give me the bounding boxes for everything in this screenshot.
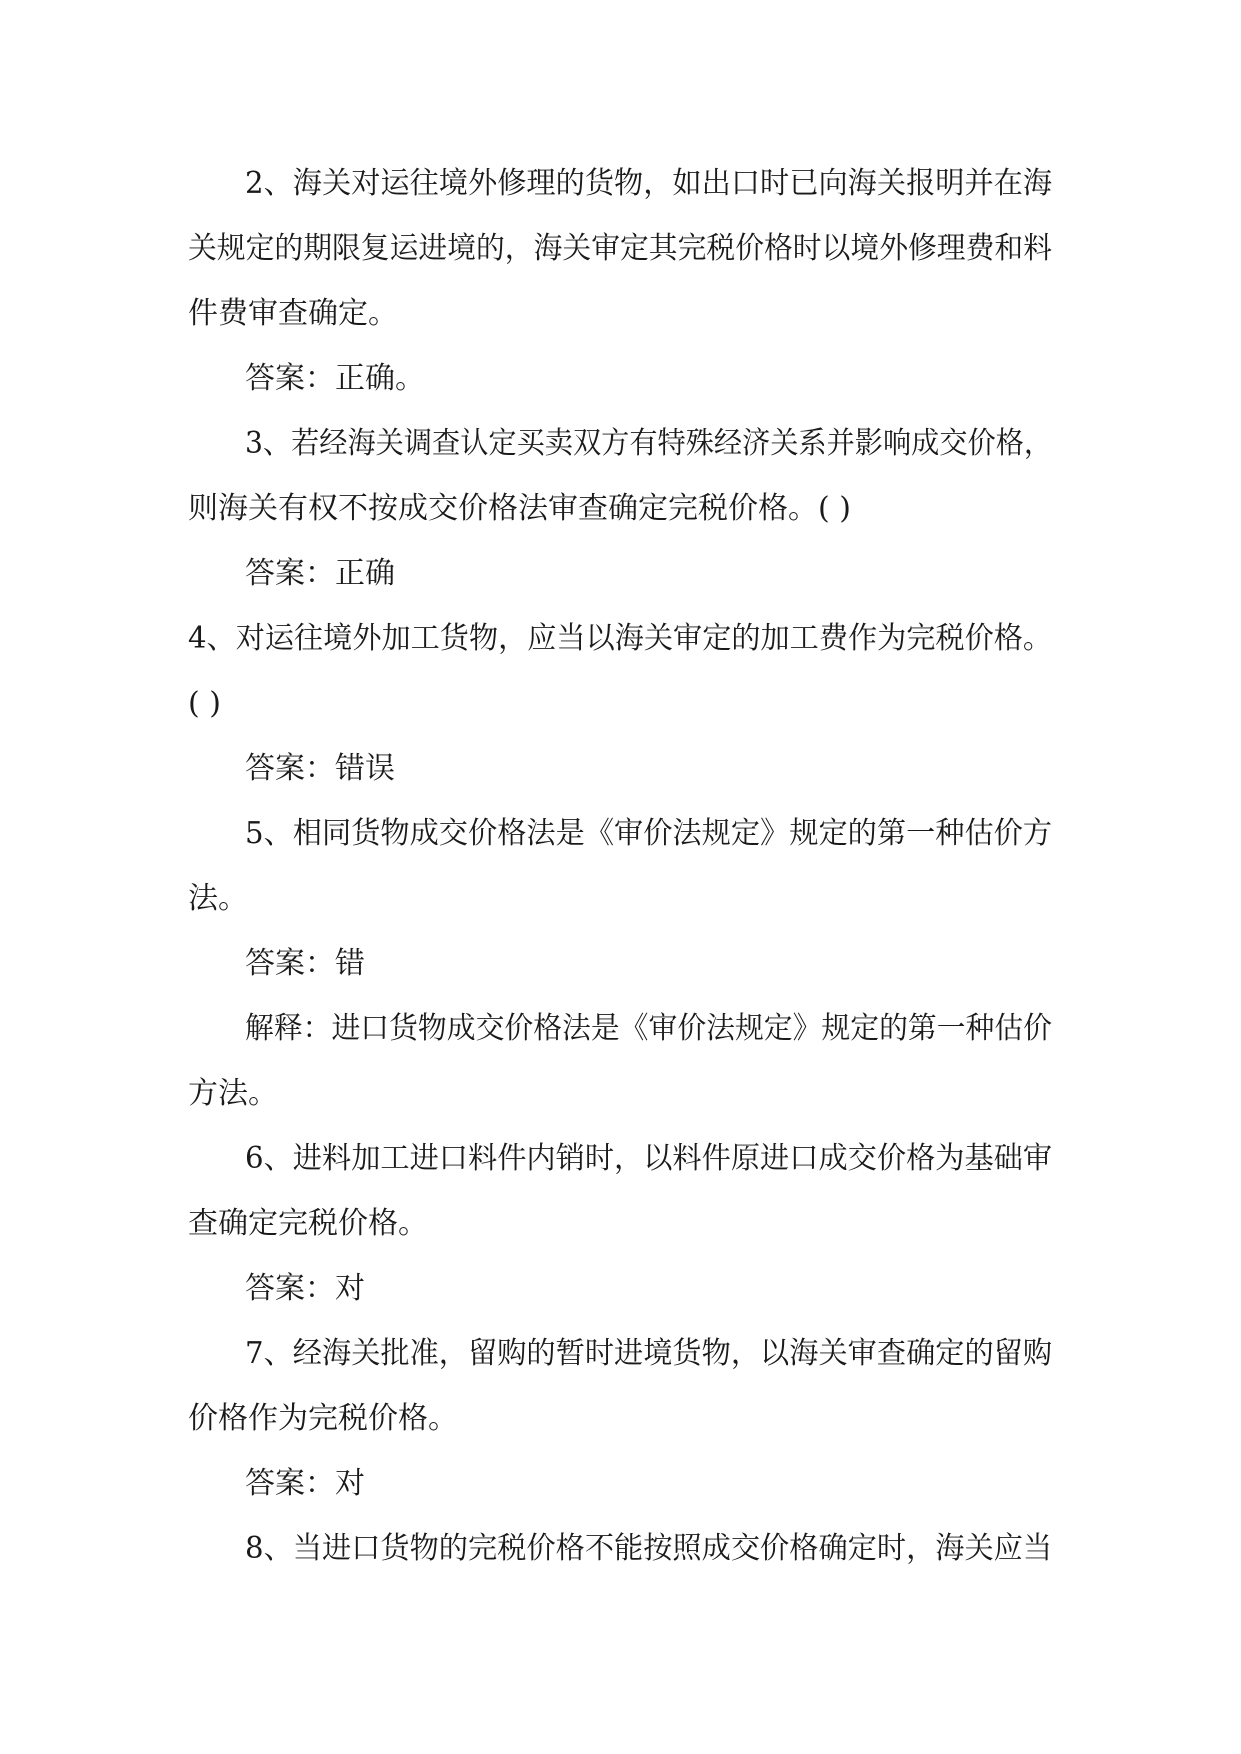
question-3-line-2: 则海关有权不按成交价格法审查确定完税价格。( ): [188, 491, 851, 526]
explanation-5-line-2: 方法。: [188, 1076, 278, 1111]
question-2-line-1: 2、海关对运往境外修理的货物，如出口时已向海关报明并在海: [245, 166, 1053, 201]
explanation-5-line-1: 解释：进口货物成交价格法是《审价法规定》规定的第一种估价: [245, 1011, 1052, 1046]
question-2-line-2: 关规定的期限复运进境的，海关审定其完税价格时以境外修理费和料: [188, 231, 1052, 266]
question-5-line-2: 法。: [188, 881, 248, 916]
question-3-line-1: 3、若经海关调查认定买卖双方有特殊经济关系并影响成交价格，: [245, 426, 1053, 461]
question-5-line-1: 5、相同货物成交价格法是《审价法规定》规定的第一种估价方: [245, 816, 1053, 851]
question-4-line-1: 4、对运往境外加工货物，应当以海关审定的加工费作为完税价格。: [188, 621, 1053, 656]
question-2-line-3: 件费审查确定。: [188, 296, 398, 331]
answer-4: 答案：错误: [245, 751, 395, 786]
question-8-line-1: 8、当进口货物的完税价格不能按照成交价格确定时，海关应当: [245, 1531, 1053, 1566]
question-6-line-2: 查确定完税价格。: [188, 1206, 428, 1241]
question-7-line-2: 价格作为完税价格。: [188, 1401, 458, 1436]
question-4-line-2: ( ): [188, 686, 221, 721]
answer-6: 答案：对: [245, 1271, 365, 1306]
answer-5: 答案：错: [245, 946, 365, 981]
question-7-line-1: 7、经海关批准，留购的暂时进境货物，以海关审查确定的留购: [245, 1336, 1053, 1371]
question-6-line-1: 6、进料加工进口料件内销时，以料件原进口成交价格为基础审: [245, 1141, 1053, 1176]
answer-2: 答案：正确。: [245, 361, 425, 396]
answer-3: 答案：正确: [245, 556, 395, 591]
answer-7: 答案：对: [245, 1466, 365, 1501]
